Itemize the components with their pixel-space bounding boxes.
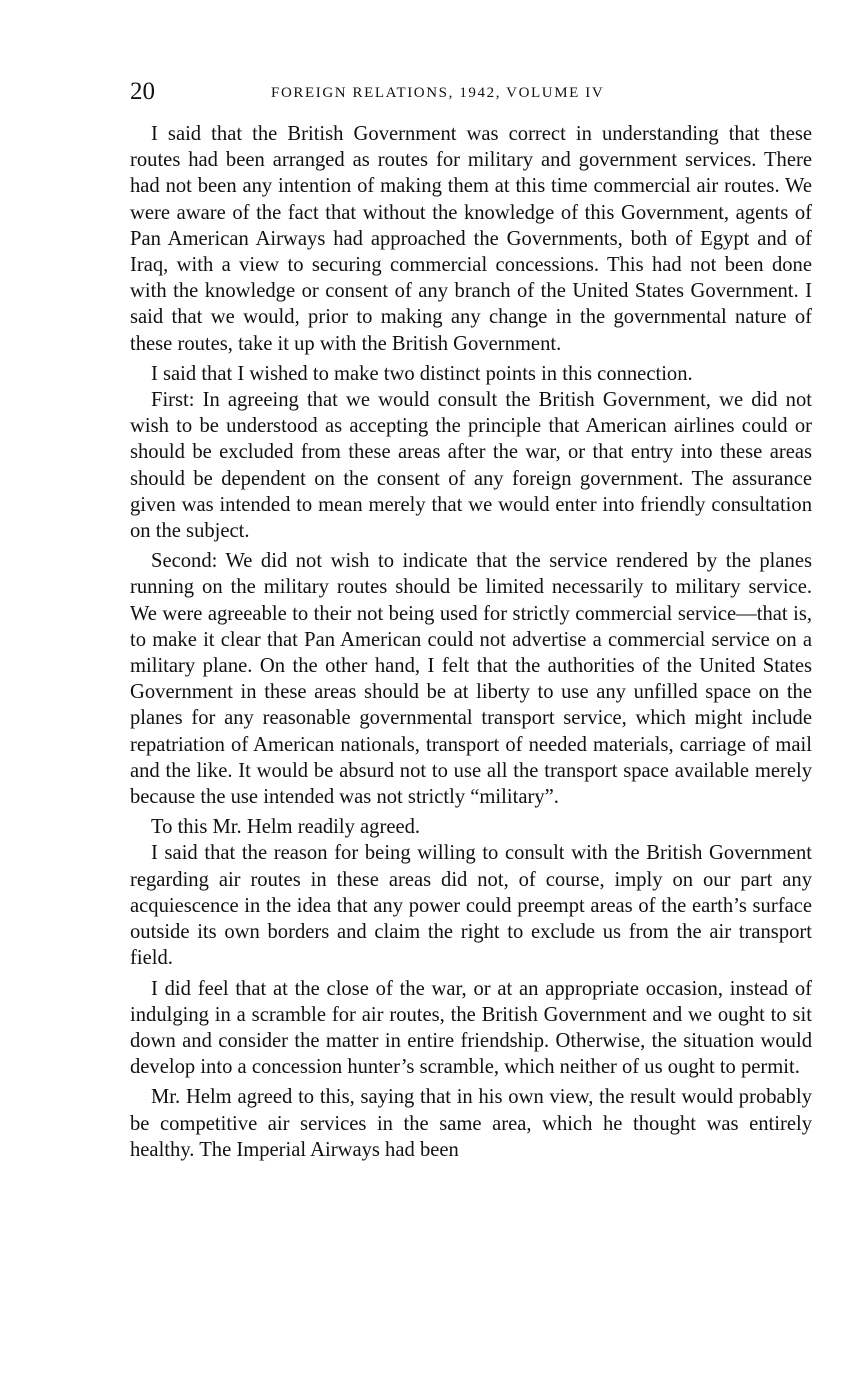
paragraph-helm-view: Mr. Helm agreed to this, saying that in his own view, the result would probably be competitive air services in the same area, which he thought was entirely healthy. The Imperial Airways had been (130, 1086, 812, 1161)
paragraph-consult-reason: I said that the reason for being willing to consult with the British Government regarding air routes in these areas did not, of course, imply on our part any acquiescence in the idea that any power could preempt areas of the earth’s surface outside its own borders and claim the right to exclude us from the air transport field. (130, 842, 812, 970)
document-page (130, 76, 812, 1163)
running-title: FOREIGN RELATIONS, 1942, VOLUME IV (271, 85, 605, 101)
paragraph-close-of-war: I did feel that at the close of the war, or at an appropriate occasion, instead of indulging in a scramble for air routes, the British Government and we ought to sit down and consider the matter in entire friendship. Otherwise, the situation would develop into a concession hunter’s scramble, which neither of us ought to permit. (130, 977, 812, 1079)
page-number: 20 (130, 78, 155, 105)
paragraph-helm-agreed: To this Mr. Helm readily agreed. (151, 816, 421, 839)
paragraph-second-point: Second: We did not wish to indicate that the service rendered by the planes running on the military routes should be limited necessarily to military service. We were agreeable to their not being used for strictly commercial service—that is, to make it clear that Pan American could not advertise a commercial service on a military plane. On the other hand, I felt that the authorities of the United States Government in these areas should be at liberty to use any unfilled space on the planes for any reasonable governmental transport service, which might include repatriation of American nationals, transport of needed materials, carriage of mail and the like. It would be absurd not to use all the transport space available merely because the use intended was not strictly “military”. (130, 550, 812, 809)
running-header (130, 76, 812, 112)
body-text (130, 121, 812, 1163)
paragraph-first-point: First: In agreeing that we would consult the British Government, we did not wish to be understood as accepting the principle that American airlines could or should be excluded from these areas after the war, or that entry into these areas should be dependent on the consent of any foreign government. The assurance given was intended to mean merely that we would enter into friendly consultation on the subject. (130, 389, 812, 543)
paragraph-two-points: I said that I wished to make two distinct points in this connection. (151, 362, 693, 385)
paragraph-british-routes: I said that the British Government was correct in understanding that these routes had been arranged as routes for military and government services. There had not been any intention of making them at this time commercial air routes. We were aware of the fact that without the knowledge of this Government, agents of Pan American Airways had approached the Governments, both of Egypt and of Iraq, with a view to securing commercial concessions. This had not been done with the knowledge or consent of any branch of the United States Government. I said that we would, prior to making any change in the governmental nature of these routes, take it up with the British Government. (130, 123, 812, 355)
